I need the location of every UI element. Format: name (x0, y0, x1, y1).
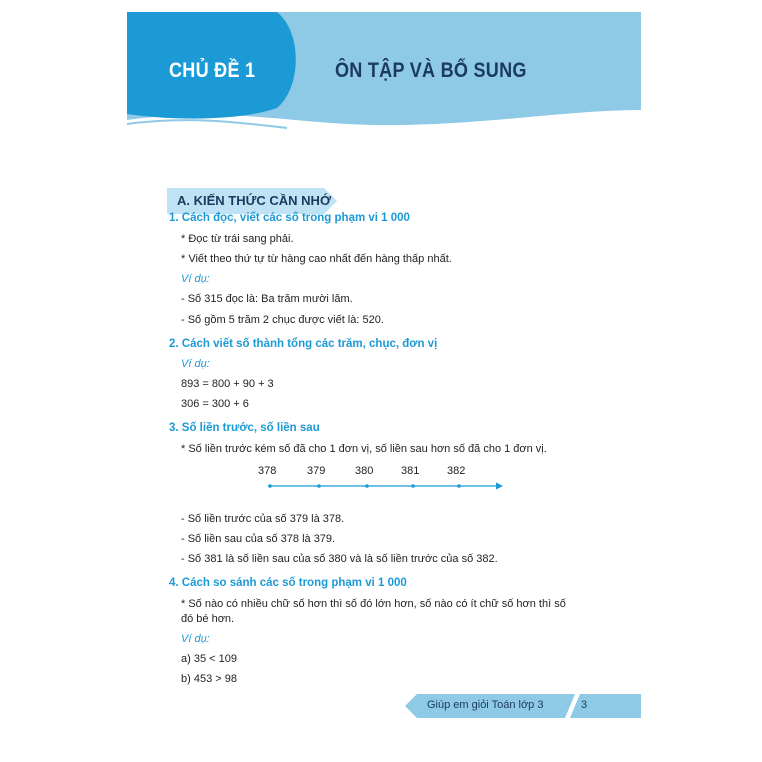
item-1-line: - Số 315 đọc là: Ba trăm mười lăm. (181, 293, 353, 305)
example-label: Ví dụ: (181, 358, 210, 370)
number-line-axis (258, 465, 508, 495)
number-line-label: 378 (258, 465, 277, 477)
section-heading (167, 188, 337, 214)
item-3-line: - Số liền sau của số 378 là 379. (181, 533, 336, 545)
page-number: 3 (581, 699, 588, 711)
number-line-label: 382 (447, 465, 466, 477)
number-line (258, 465, 508, 495)
number-line-label: 380 (355, 465, 374, 477)
example-label: Ví dụ: (181, 273, 210, 285)
item-1-line: * Đọc từ trái sang phải. (181, 233, 294, 245)
item-3-line: - Số liền trước của số 379 là 378. (181, 513, 345, 525)
item-2-heading: 2. Cách viết số thành tổng các trăm, chục, đơn vị (169, 338, 438, 350)
item-3-line: * Số liền trước kém số đã cho 1 đơn vị, số liền sau hơn số đã cho 1 đơn vị. (181, 443, 547, 455)
page-footer (405, 694, 641, 718)
item-4-line: đó bé hơn. (181, 613, 235, 625)
item-4-line: b) 453 > 98 (181, 673, 237, 685)
topic-title: ÔN TẬP VÀ BỔ SUNG (335, 59, 527, 82)
item-3-heading: 3. Số liền trước, số liền sau (169, 422, 320, 434)
item-4-heading: 4. Cách so sánh các số trong phạm vi 1 000 (169, 577, 407, 589)
example-label: Ví dụ: (181, 633, 210, 645)
item-4-line: a) 35 < 109 (181, 653, 237, 665)
item-2-line: 893 = 800 + 90 + 3 (181, 378, 274, 390)
topic-banner (127, 12, 641, 132)
footer-book-title: Giúp em giỏi Toán lớp 3 (427, 699, 544, 711)
item-3-line: - Số 381 là số liền sau của số 380 và là số liền trước của số 382. (181, 553, 498, 565)
item-1-line: * Viết theo thứ tự từ hàng cao nhất đến hàng thấp nhất. (181, 253, 452, 265)
item-2-line: 306 = 300 + 6 (181, 398, 249, 410)
item-1-heading: 1. Cách đọc, viết các số trong phạm vi 1 000 (169, 212, 410, 224)
topic-label: CHỦ ĐỀ 1 (169, 59, 256, 82)
number-line-label: 379 (307, 465, 326, 477)
book-page (127, 12, 641, 722)
number-line-label: 381 (401, 465, 420, 477)
item-4-line: * Số nào có nhiều chữ số hơn thì số đó lớn hơn, số nào có ít chữ số hơn thì số (181, 598, 566, 610)
section-label: A. KIẾN THỨC CẦN NHỚ (177, 193, 332, 208)
item-1-line: - Số gồm 5 trăm 2 chục được viết là: 520. (181, 314, 384, 326)
